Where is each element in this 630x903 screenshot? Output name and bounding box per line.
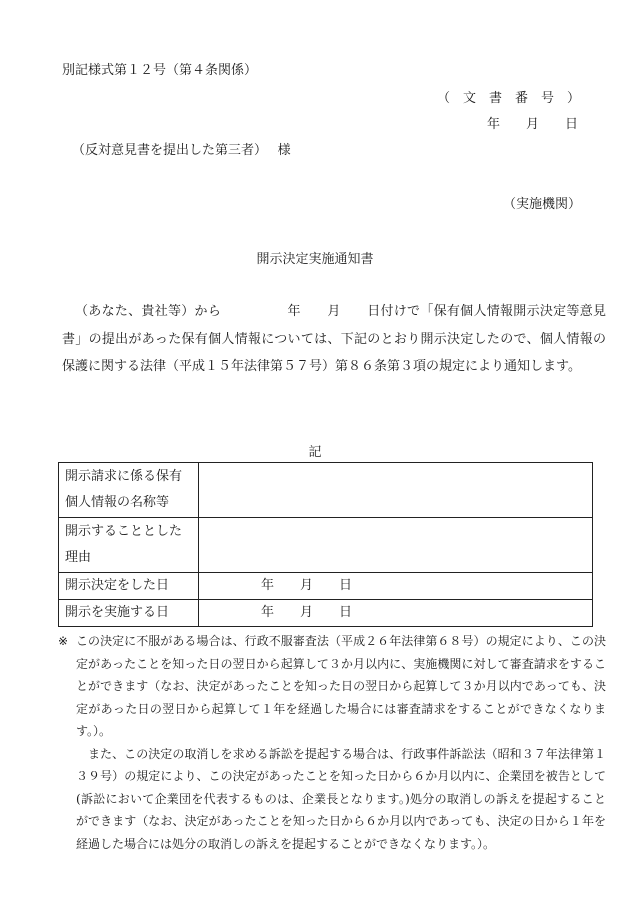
form-number: 別記様式第１２号（第４条関係） bbox=[62, 63, 258, 78]
note-appeal bbox=[58, 630, 606, 743]
disclosure-table bbox=[58, 462, 593, 627]
issue-date: 年 月 日 bbox=[487, 117, 579, 132]
row-label-decision-date: 開示決定をした日 bbox=[59, 573, 199, 600]
ki-marker: 記 bbox=[308, 445, 322, 460]
table-row bbox=[59, 518, 593, 573]
document-title: 開示決定実施通知書 bbox=[256, 252, 374, 267]
row-label-implementation-date: 開示を実施する日 bbox=[59, 600, 199, 627]
row-label-info-name: 開示請求に係る保有個人情報の名称等 bbox=[59, 463, 199, 518]
row-value-decision-date: 年 月 日 bbox=[199, 573, 593, 600]
notes-section bbox=[58, 630, 606, 855]
note-appeal-text: この決定に不服がある場合は、行政不服審査法（平成２６年法律第６８号）の規定により、この決定があったことを知った日の翌日から起算して３か月以内に、実施機関に対して審査請求をすることができます（なお、決定があったことを知った日の翌日から起算して３か月以内であっても、決定があった日の翌日から起算して１年を経過した場合には審査請求をすることができなくなります。）。 bbox=[76, 634, 606, 738]
note-mark: ※ bbox=[58, 634, 69, 648]
row-value-info-name bbox=[199, 463, 593, 518]
document-number: （ 文 書 番 号 ） bbox=[437, 91, 581, 106]
table-row bbox=[59, 573, 593, 600]
issuing-agency: （実施機関） bbox=[503, 197, 582, 212]
table-row bbox=[59, 600, 593, 627]
row-label-reason: 開示することとした理由 bbox=[59, 518, 199, 573]
note-lawsuit: また、この決定の取消しを求める訴訟を提起する場合は、行政事件訴訟法（昭和３７年法律第１３９号）の規定により、この決定があったことを知った日から６か月以内に、企業団を被告として(訴訟において企業団を代表するものは、企業長となります。)処分の取消しの訴えを提起することができます（なお、決定があったことを知った日から６か月以内であっても、決定の日から１年を経過した場合には処分の取消しの訴えを提起することができなくなります。）。 bbox=[76, 746, 606, 851]
table-row bbox=[59, 463, 593, 518]
body-paragraph: （あなた、貴社等）から 年 月 日付けで「保有個人情報開示決定等意見書」の提出があった保有個人情報については、下記のとおり開示決定したので、個人情報の保護に関する法律（平成１５年法律第５７号）第８６条第３項の規定により通知します。 bbox=[62, 304, 606, 374]
row-value-implementation-date: 年 月 日 bbox=[199, 600, 593, 627]
row-value-reason bbox=[199, 518, 593, 573]
recipient: （反対意見書を提出した第三者） 様 bbox=[72, 143, 291, 158]
